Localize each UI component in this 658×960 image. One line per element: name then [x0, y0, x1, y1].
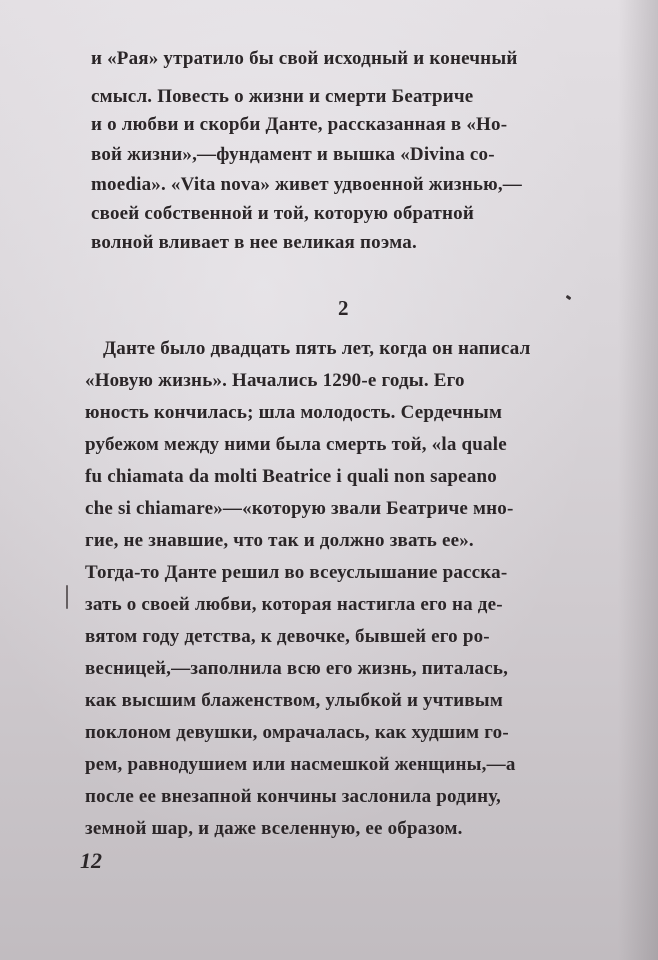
text-line: moedia». «Vita nova» живет удвоенной жизнью,— — [91, 174, 522, 195]
text-line: смысл. Повесть о жизни и смерти Беатриче — [91, 86, 474, 107]
text-line: весницей,—заполнила всю его жизнь, питалась, — [85, 658, 509, 679]
dust-speck — [566, 295, 572, 300]
text-line: вятом году детства, к девочке, бывшей его ро- — [85, 626, 490, 647]
margin-mark — [66, 585, 68, 609]
text-line: и о любви и скорби Данте, рассказанная в «Но- — [91, 114, 508, 135]
text-line: своей собственной и той, которую обратной — [91, 203, 475, 224]
text-line: юность кончилась; шла молодость. Сердечным — [85, 402, 503, 423]
text-line: вой жизни»,—фундамент и вышка «Divina co- — [91, 144, 495, 165]
text-line: Тогда-то Данте решил во всеуслышание расска- — [85, 562, 508, 583]
text-line: как высшим блаженством, улыбкой и учтивым — [85, 690, 503, 711]
text-line: зать о своей любви, которая настигла его на де- — [85, 594, 503, 615]
text-line: поклоном девушки, омрачалась, как худшим го- — [85, 722, 509, 743]
text-line: земной шар, и даже вселенную, ее образом. — [85, 818, 463, 839]
text-line: рем, равнодушием или насмешкой женщины,—а — [85, 754, 516, 775]
text-line: che si chiamare»—«которую звали Беатриче мно- — [85, 498, 514, 519]
page-edge-shadow — [618, 0, 658, 960]
text-line: гие, не знавшие, что так и должно звать ее». — [85, 530, 474, 551]
text-line: волной вливает в нее великая поэма. — [91, 232, 417, 253]
text-line: fu chiamata da molti Beatrice i quali non sapeano — [85, 466, 497, 487]
text-line: рубежом между ними была смерть той, «la quale — [85, 434, 507, 455]
text-line: Данте было двадцать пять лет, когда он написал — [103, 338, 531, 359]
text-line: «Новую жизнь». Начались 1290-е годы. Его — [85, 370, 465, 391]
text-line: и «Рая» утратило бы свой исходный и конечный — [91, 48, 518, 69]
page-number: 12 — [80, 848, 102, 873]
chapter-number: 2 — [338, 296, 349, 320]
text-line: после ее внезапной кончины заслонила родину, — [85, 786, 502, 807]
